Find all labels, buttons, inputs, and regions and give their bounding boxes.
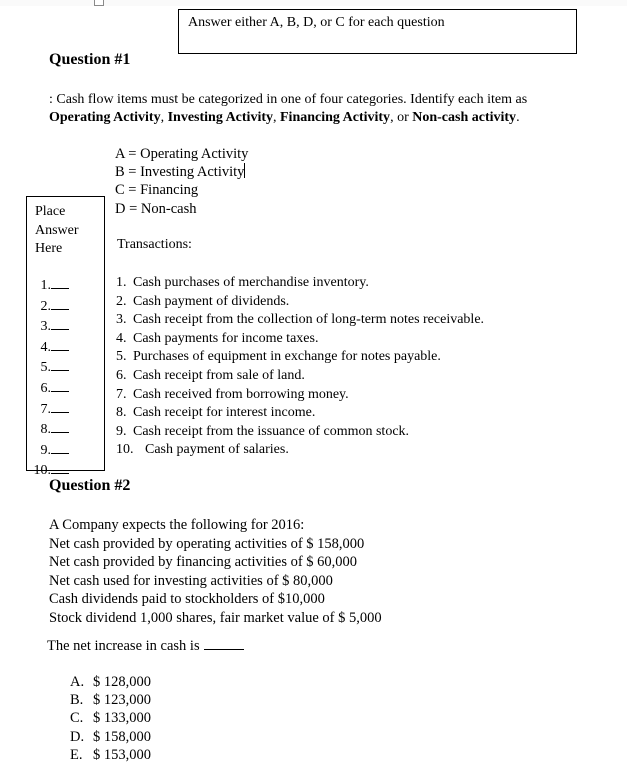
separator: , — [160, 110, 168, 125]
q2-line: A Company expects the following for 2016: — [49, 517, 305, 533]
transaction-item — [116, 441, 484, 460]
transaction-number: 10. — [116, 442, 134, 458]
label-line: Here — [35, 241, 63, 256]
separator: , — [273, 110, 280, 125]
label-line: Place — [35, 204, 66, 219]
slot-number: 8. — [40, 422, 51, 438]
text-cursor — [244, 163, 245, 178]
legend-item-a: A = Operating Activity — [115, 146, 249, 162]
transaction-number: 1. — [116, 275, 127, 290]
slot-number: 3. — [40, 319, 51, 335]
text-box-anchor-handle[interactable] — [94, 0, 104, 6]
transaction-item — [116, 330, 484, 349]
period: . — [516, 110, 520, 125]
slot-number: 9. — [40, 442, 51, 458]
transaction-text: Cash payment of salaries. — [145, 442, 289, 458]
choice-c[interactable] — [70, 709, 151, 727]
slot-number: 1. — [40, 278, 51, 293]
choice-e[interactable] — [70, 746, 151, 764]
legend-item-c: C = Financing — [115, 182, 199, 199]
choice-value: $ 158,000 — [93, 728, 151, 745]
q2-line: Net cash provided by financing activities of $ 60,000 — [49, 554, 358, 570]
separator: , or — [390, 110, 413, 125]
answer-slot-4[interactable] — [27, 337, 104, 358]
answer-blank[interactable] — [51, 275, 69, 289]
q2-line: Net cash provided by operating activities of $ 158,000 — [49, 535, 365, 552]
legend-item-b — [115, 163, 248, 181]
answer-blank[interactable] — [204, 636, 244, 650]
category-financing: Financing Activity — [280, 110, 391, 125]
answer-box[interactable] — [26, 196, 105, 479]
transactions-label: Transactions: — [117, 237, 192, 252]
choice-letter: A. — [70, 674, 85, 690]
answer-blank[interactable] — [51, 378, 69, 392]
category-operating: Operating Activity — [49, 110, 161, 125]
slot-number: 7. — [40, 401, 51, 417]
intro-line-2 — [49, 109, 527, 127]
question-1-title: Question #1 — [49, 51, 131, 68]
choice-b[interactable] — [70, 691, 151, 709]
transaction-item — [116, 423, 484, 442]
transaction-text: Cash payment of dividends. — [133, 293, 290, 309]
transaction-text: Cash payments for income taxes. — [133, 330, 319, 346]
transaction-text: Purchases of equipment in exchange for notes payable. — [133, 349, 441, 365]
answer-blank[interactable] — [51, 316, 69, 330]
q2-line: Cash dividends paid to stockholders of $10,000 — [49, 591, 325, 607]
answer-blank[interactable] — [51, 419, 69, 433]
choice-letter: B. — [70, 692, 84, 709]
answer-slot-5[interactable] — [27, 357, 104, 378]
slot-number: 5. — [40, 360, 51, 376]
transaction-item — [116, 367, 484, 386]
transaction-number: 6. — [116, 367, 127, 383]
category-investing: Investing Activity — [167, 110, 273, 125]
transaction-number: 2. — [116, 293, 127, 309]
q2-line: Net cash used for investing activities of $ 80,000 — [49, 572, 333, 589]
legend-item-d: D = Non-cash — [115, 200, 197, 217]
question-2-body — [49, 516, 382, 627]
answer-blank[interactable] — [51, 440, 69, 454]
answer-slot-9[interactable] — [27, 440, 104, 461]
choice-letter: C. — [70, 710, 84, 727]
choice-value: $ 123,000 — [93, 692, 151, 709]
transaction-number: 9. — [116, 423, 127, 439]
answer-blank[interactable] — [51, 357, 69, 371]
transaction-item — [116, 348, 484, 367]
transaction-number: 5. — [116, 349, 127, 365]
choice-value: $ 133,000 — [93, 710, 151, 727]
transaction-item — [116, 274, 484, 293]
slot-number: 10. — [33, 463, 51, 479]
question-2-prompt — [47, 636, 244, 655]
answer-slots — [27, 275, 104, 481]
answer-slot-7[interactable] — [27, 399, 104, 420]
choice-d[interactable] — [70, 728, 151, 746]
prompt-text: The net increase in cash is — [47, 638, 200, 654]
answer-blank[interactable] — [51, 399, 69, 413]
slot-number: 2. — [40, 298, 51, 314]
choice-value: $ 128,000 — [93, 674, 151, 690]
choice-letter: E. — [70, 746, 83, 763]
instruction-text: Answer either A, B, D, or C for each question — [188, 15, 445, 30]
transaction-text: Cash purchases of merchandise inventory. — [133, 275, 369, 290]
transaction-item — [116, 293, 484, 312]
label-line: Answer — [35, 222, 79, 238]
answer-blank[interactable] — [51, 296, 69, 310]
answer-choices — [70, 673, 151, 764]
answer-blank[interactable] — [51, 460, 69, 474]
answer-slot-1[interactable] — [27, 275, 104, 296]
transaction-item — [116, 386, 484, 405]
question-1-intro — [49, 91, 527, 127]
choice-value: $ 153,000 — [93, 746, 151, 763]
answer-slot-3[interactable] — [27, 316, 104, 337]
slot-number: 4. — [40, 339, 51, 355]
answer-legend — [115, 145, 248, 218]
transactions-list — [116, 274, 484, 460]
transaction-text: Cash receipt from the issuance of common stock. — [133, 423, 410, 439]
instruction-text-box[interactable] — [178, 9, 577, 54]
legend-item-b-text: B = Investing Activity — [115, 164, 245, 181]
answer-blank[interactable] — [51, 337, 69, 351]
choice-letter: D. — [70, 728, 85, 745]
answer-slot-6[interactable] — [27, 378, 104, 399]
transaction-item — [116, 404, 484, 423]
transaction-number: 3. — [116, 312, 127, 328]
transaction-text: Cash receipt from sale of land. — [133, 367, 305, 383]
intro-line-1: : Cash flow items must be categorized in one of four categories. Identify each item as — [49, 92, 528, 107]
transaction-number: 8. — [116, 405, 127, 421]
category-noncash: Non-cash activity — [412, 110, 517, 125]
transaction-item — [116, 311, 484, 330]
transaction-text: Cash receipt for interest income. — [133, 405, 316, 421]
slot-number: 6. — [40, 380, 51, 396]
question-2-title: Question #2 — [49, 477, 131, 494]
choice-a[interactable] — [70, 673, 151, 691]
answer-slot-2[interactable] — [27, 296, 104, 317]
transaction-number: 4. — [116, 330, 127, 346]
q2-line: Stock dividend 1,000 shares, fair market value of $ 5,000 — [49, 609, 382, 626]
answer-box-label — [35, 203, 79, 259]
answer-slot-8[interactable] — [27, 419, 104, 440]
transaction-number: 7. — [116, 386, 127, 402]
transaction-text: Cash receipt from the collection of long-term notes receivable. — [133, 312, 485, 328]
transaction-text: Cash received from borrowing money. — [133, 386, 349, 402]
